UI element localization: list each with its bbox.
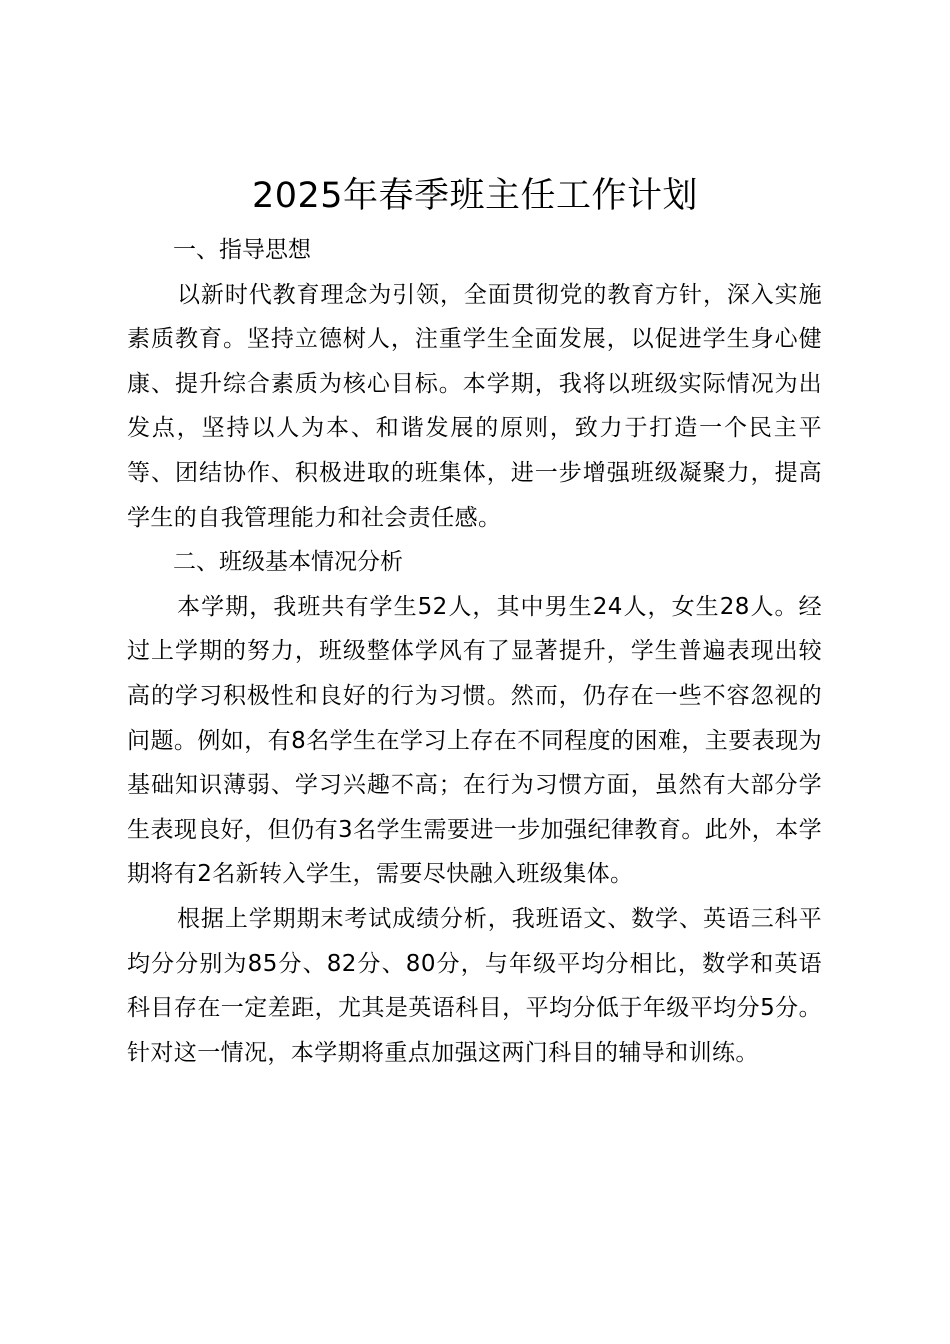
section-heading-class-analysis: 二、班级基本情况分析 (173, 549, 403, 576)
section-heading-guiding-ideology: 一、指导思想 (173, 237, 311, 263)
document-title: 2025年春季班主任工作计划 (251, 176, 699, 216)
paragraph-guiding-ideology: 以新时代教育理念为引领，全面贯彻党的教育方针，深入实施素质教育。坚持立德树人，注重学生全面发展，以促进学生身心健康、提升综合素质为核心目标。本学期，我将以班级实际情况为出发点，坚持以人为本、和谐发展的原则，致力于打造一个民主平等、团结协作、积极进取的班集体，进一步增强班级凝聚力，提高学生的自我管理能力和社会责任感。 (127, 281, 822, 531)
document-body (127, 228, 822, 1075)
paragraph-exam-analysis: 根据上学期期末考试成绩分析，我班语文、数学、英语三科平均分分别为85分、82分、80分，与年级平均分相比，数学和英语科目存在一定差距，尤其是英语科目，平均分低于年级平均分5分。针对这一情况，本学期将重点加强这两门科目的辅导和训练。 (127, 905, 822, 1066)
paragraph-class-overview: 本学期，我班共有学生52人，其中男生24人，女生28人。经过上学期的努力，班级整体学风有了显著提升，学生普遍表现出较高的学习积极性和良好的行为习惯。然而，仍存在一些不容忽视的问题。例如，有8名学生在学习上存在不同程度的困难，主要表现为基础知识薄弱、学习兴趣不高；在行为习惯方面，虽然有大部分学生表现良好，但仍有3名学生需要进一步加强纪律教育。此外，本学期将有2名新转入学生，需要尽快融入班级集体。 (127, 593, 822, 888)
